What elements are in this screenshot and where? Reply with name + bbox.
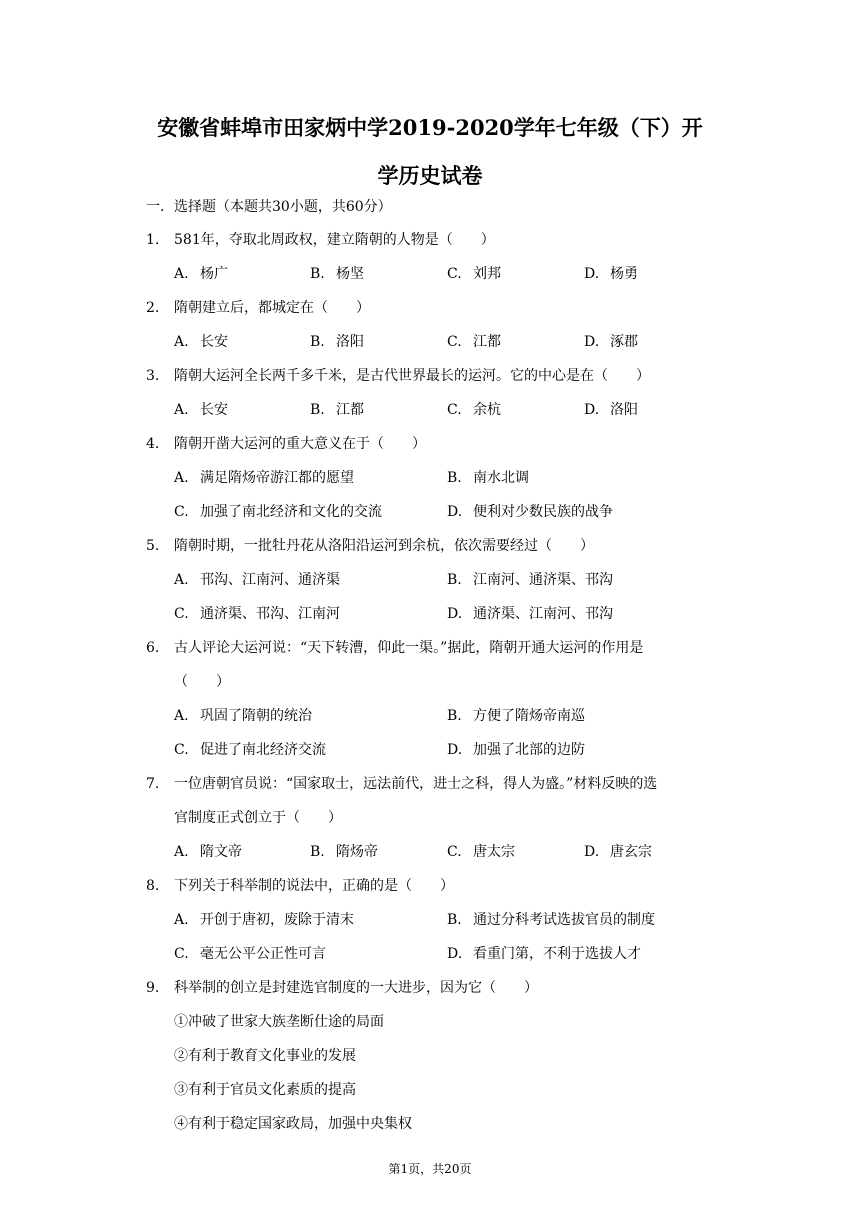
option-c: C. 毫无公平公正性可言 <box>174 946 326 962</box>
option-d: D. 便利对少数民族的战争 <box>447 504 613 520</box>
option-a: A. 隋文帝 <box>174 844 242 860</box>
question-number: 6. <box>146 640 160 656</box>
question-stem-continued: （ ） <box>174 674 230 690</box>
option-c: C. 余杭 <box>447 402 501 418</box>
option-d: D. 通济渠、江南河、邗沟 <box>447 606 613 622</box>
option-d: D. 杨勇 <box>584 266 638 282</box>
question-number: 1. <box>146 232 160 248</box>
option-d: D. 涿郡 <box>584 334 638 350</box>
question-number: 8. <box>146 878 160 894</box>
question-stem: 古人评论大运河说：“天下转漕，仰此一渠。”据此，隋朝开通大运河的作用是 <box>174 640 644 656</box>
option-a: A. 长安 <box>174 402 228 418</box>
question-stem: 下列关于科举制的说法中，正确的是（ ） <box>174 878 454 894</box>
option-b: B. 南水北调 <box>447 470 529 486</box>
option-b: B. 杨坚 <box>310 266 364 282</box>
question-stem: 隋朝大运河全长两千多千米，是古代世界最长的运河。它的中心是在（ ） <box>174 368 650 384</box>
option-a: A. 杨广 <box>174 266 228 282</box>
option-c: C. 刘邦 <box>447 266 501 282</box>
question-stem: 科举制的创立是封建选官制度的一大进步，因为它（ ） <box>174 980 538 996</box>
option-a: A. 巩固了隋朝的统治 <box>174 708 312 724</box>
option-d: D. 唐玄宗 <box>584 844 652 860</box>
option-b: B. 江都 <box>310 402 364 418</box>
section-heading: 一．选择题（本题共30小题，共60分） <box>146 199 392 215</box>
question-stem: 隋朝时期，一批牡丹花从洛阳沿运河到余杭，依次需要经过（ ） <box>174 538 594 554</box>
question-stem: 581年，夺取北周政权，建立隋朝的人物是（ ） <box>174 232 495 248</box>
question-number: 5. <box>146 538 160 554</box>
option-d: D. 看重门第，不利于选拔人才 <box>447 946 641 962</box>
question-stem-continued: 官制度正式创立于（ ） <box>174 810 342 826</box>
title-line-1: 安徽省蚌埠市田家炳中学2019-2020学年七年级（下）开 <box>157 115 703 140</box>
statement-3: ③有利于官员文化素质的提高 <box>174 1082 356 1098</box>
page-footer: 第1页，共20页 <box>388 1162 472 1176</box>
option-b: B. 洛阳 <box>310 334 364 350</box>
statement-2: ②有利于教育文化事业的发展 <box>174 1048 356 1064</box>
option-b: B. 通过分科考试选拔官员的制度 <box>447 912 655 928</box>
option-c: C. 加强了南北经济和文化的交流 <box>174 504 382 520</box>
question-number: 3. <box>146 368 160 384</box>
option-d: D. 加强了北部的边防 <box>447 742 585 758</box>
question-number: 4. <box>146 436 160 452</box>
option-a: A. 满足隋炀帝游江都的愿望 <box>174 470 354 486</box>
question-number: 9. <box>146 980 160 996</box>
option-a: A. 开创于唐初，废除于清末 <box>174 912 354 928</box>
statement-4: ④有利于稳定国家政局，加强中央集权 <box>174 1116 412 1132</box>
document-title <box>100 104 760 200</box>
option-b: B. 方便了隋炀帝南巡 <box>447 708 585 724</box>
option-d: D. 洛阳 <box>584 402 638 418</box>
option-b: B. 江南河、通济渠、邗沟 <box>447 572 613 588</box>
option-c: C. 通济渠、邗沟、江南河 <box>174 606 340 622</box>
statement-1: ①冲破了世家大族垄断仕途的局面 <box>174 1014 384 1030</box>
option-b: B. 隋炀帝 <box>310 844 378 860</box>
option-a: A. 邗沟、江南河、通济渠 <box>174 572 340 588</box>
option-c: C. 唐太宗 <box>447 844 515 860</box>
option-c: C. 江都 <box>447 334 501 350</box>
option-a: A. 长安 <box>174 334 228 350</box>
question-stem: 隋朝开凿大运河的重大意义在于（ ） <box>174 436 426 452</box>
question-stem: 一位唐朝官员说：“国家取士，远法前代，进士之科，得人为盛。”材料反映的选 <box>174 776 658 792</box>
question-number: 2. <box>146 300 160 316</box>
question-stem: 隋朝建立后，都城定在（ ） <box>174 300 370 316</box>
title-line-2: 学历史试卷 <box>377 163 483 188</box>
question-number: 7. <box>146 776 160 792</box>
option-c: C. 促进了南北经济交流 <box>174 742 326 758</box>
